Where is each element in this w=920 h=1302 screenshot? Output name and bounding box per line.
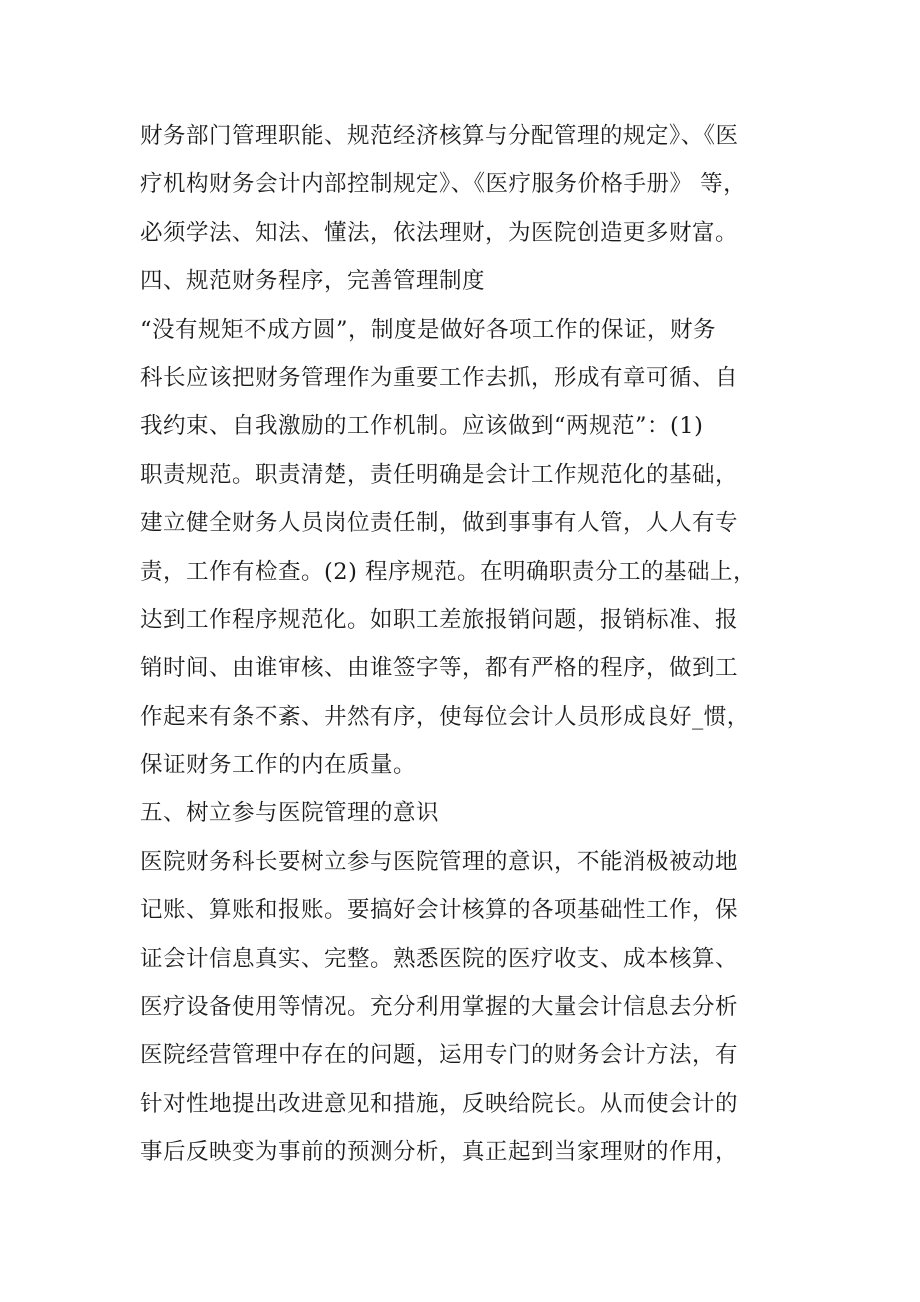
text-line: 职责规范。职责清楚，责任明确是会计工作规范化的基础， — [140, 461, 739, 488]
section-heading: 五、树立参与医院管理的意识 — [140, 800, 440, 827]
text-line: 针对性地提出改进意见和措施，反映给院长。从而使会计的 — [140, 1090, 739, 1117]
text-line: 达到工作程序规范化。如职工差旅报销问题，报销标准、报 — [140, 606, 739, 633]
text-line: 科长应该把财务管理作为重要工作去抓，形成有章可循、自 — [140, 364, 739, 391]
text-line: 我约束、自我激励的工作机制。应该做到“两规范”：(1) — [140, 413, 704, 440]
text-line: 证会计信息真实、完整。熟悉医院的医疗收支、成本核算、 — [140, 945, 739, 972]
text-line: 医疗设备使用等情况。充分利用掌握的大量会计信息去分析 — [140, 994, 739, 1021]
text-line: 责，工作有检查。(2) 程序规范。在明确职责分工的基础上， — [140, 558, 757, 585]
text-line: 疗机构财务会计内部控制规定》、《医疗服务价格手册》 等， — [140, 171, 747, 198]
text-line: 医院财务科长要树立参与医院管理的意识，不能消极被动地 — [140, 848, 739, 875]
text-line: 销时间、由谁审核、由谁签字等，都有严格的程序，做到工 — [140, 655, 739, 682]
text-line: 记账、算账和报账。要搞好会计核算的各项基础性工作，保 — [140, 897, 739, 924]
text-line: 作起来有条不紊、井然有序，使每位会计人员形成良好_惯， — [140, 703, 750, 730]
text-line: “没有规矩不成方圆”，制度是做好各项工作的保证，财务 — [140, 316, 717, 343]
text-line: 保证财务工作的内在质量。 — [140, 752, 417, 779]
text-line: 医院经营管理中存在的问题，运用专门的财务会计方法，有 — [140, 1042, 739, 1069]
document-body — [140, 112, 800, 1177]
text-line: 财务部门管理职能、规范经济核算与分配管理的规定》、《医 — [140, 123, 739, 149]
section-heading: 四、规范财务程序，完善管理制度 — [140, 268, 486, 295]
text-line: 必须学法、知法、懂法，依法理财，为医院创造更多财富。 — [140, 219, 739, 246]
text-line: 建立健全财务人员岗位责任制，做到事事有人管，人人有专 — [140, 510, 739, 537]
text-line: 事后反映变为事前的预测分析，真正起到当家理财的作用， — [140, 1139, 739, 1166]
